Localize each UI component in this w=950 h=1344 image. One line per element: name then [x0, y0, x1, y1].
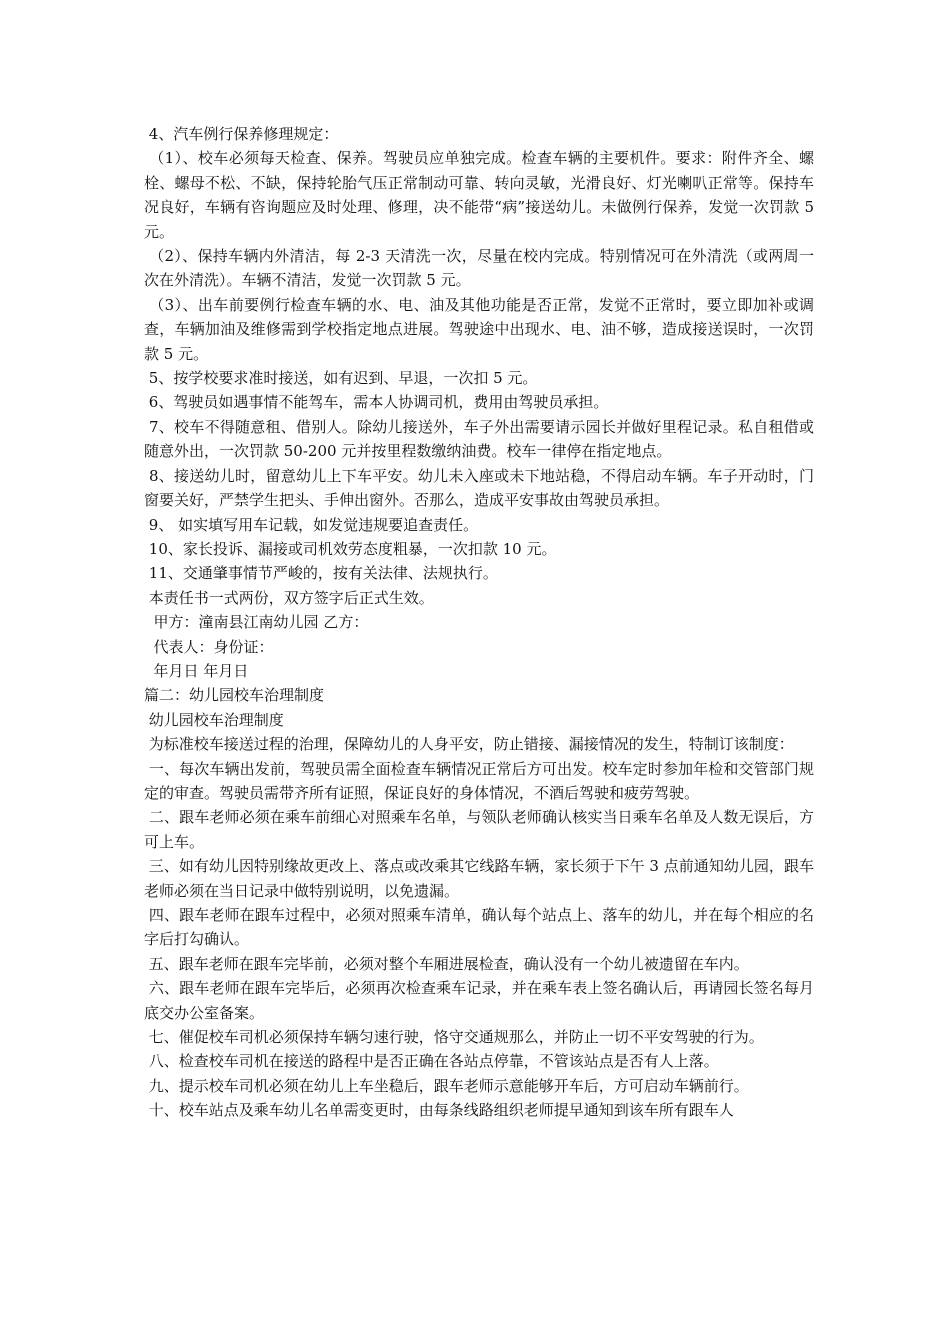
paragraph-cleaning: （2）、保持车辆内外清洁，每 2-3 天清洗一次，尽量在校内完成。特别情况可在外清洗（或两周一次在外清洗）。车辆不清洁，发觉一次罚款 5 元。 — [144, 247, 814, 290]
paragraph-rule-4: 四、跟车老师在跟车过程中，必须对照乘车清单，确认每个站点上、落车的幼儿，并在每个相应的名字后打勾确认。 — [144, 906, 814, 949]
paragraph-complaints: 10、家长投诉、漏接或司机效劳态度粗暴，一次扣款 10 元。 — [144, 539, 557, 558]
paragraph-vehicle-log: 9、 如实填写用车记载，如发觉违规要追查责任。 — [144, 515, 479, 534]
paragraph-rule-2: 二、跟车老师必须在乘车前细心对照乘车名单，与领队老师确认核实当日乘车名单及人数无误后，方可上车。 — [144, 808, 814, 851]
paragraph-rule-9: 九、提示校车司机必须在幼儿上车坐稳后，跟车老师示意能够开车后，方可启动车辆前行。 — [144, 1076, 749, 1095]
paragraph-pre-departure-check: （3）、出车前要例行检查车辆的水、电、油及其他功能是否正常，发觉不正常时，要立即加补或调查，车辆加油及维修需到学校指定地点进展。驾驶途中出现水、电、油不够，造成接送误时，一次罚款 5 元。 — [144, 295, 814, 363]
document-body — [144, 122, 819, 1123]
paragraph-punctuality: 5、按学校要求准时接送，如有迟到、早退，一次扣 5 元。 — [144, 369, 538, 388]
paragraph-no-lending: 7、校车不得随意租、借别人。除幼儿接送外，车子外出需要请示园长并做好里程记录。私自租借或随意外出，一次罚款 50-200 元并按里程数缴纳油费。校车一律停在指定地点。 — [144, 417, 814, 461]
paragraph-rule-7: 七、催促校车司机必须保持车辆匀速行驶，恪守交通规那么，并防止一切不平安驾驶的行为。 — [144, 1028, 764, 1047]
paragraph-purpose: 为标准校车接送过程的治理，保障幼儿的人身平安，防止错接、漏接情况的发生，特制订该制度： — [144, 735, 794, 754]
paragraph-rule-10: 十、校车站点及乘车幼儿名单需变更时，由每条线路组织老师提早通知到该车所有跟车人 — [144, 1101, 734, 1120]
section-title: 幼儿园校车治理制度 — [144, 710, 284, 729]
section-heading-part-two: 篇二：幼儿园校车治理制度 — [144, 686, 325, 705]
paragraph-traffic-accidents: 11、交通肇事情节严峻的，按有关法律、法规执行。 — [144, 564, 498, 583]
paragraph-substitute-driver: 6、驾驶员如遇事情不能驾车，需本人协调司机，费用由驾驶员承担。 — [144, 393, 609, 412]
paragraph-representatives: 代表人：身份证： — [144, 637, 274, 656]
paragraph-rule-8: 八、检查校车司机在接送的路程中是否正确在各站点停靠，不管该站点是否有人上落。 — [144, 1052, 719, 1071]
paragraph-contract-copies: 本责任书一式两份，双方签字后正式生效。 — [144, 588, 434, 607]
paragraph-daily-inspection: （1）、校车必须每天检查、保养。驾驶员应单独完成。检查车辆的主要机件。要求：附件齐全、螺栓、螺母不松、不缺，保持轮胎气压正常制动可靠、转向灵敏，光滑良好、灯光喇叭正常等。保持车况良好，车辆有咨询题应及时处理、修理，决不能带“病”接送幼儿。未做例行保养，发觉一次罚款 5 元。 — [144, 149, 819, 241]
paragraph-dates: 年月日 年月日 — [144, 661, 249, 680]
paragraph-child-safety: 8、接送幼儿时，留意幼儿上下车平安。幼儿未入座或未下地站稳，不得启动车辆。车子开动时，门窗要关好，严禁学生把头、手伸出窗外。否那么，造成平安事故由驾驶员承担。 — [144, 466, 814, 510]
paragraph-rule-3: 三、如有幼儿因特别缘故更改上、落点或改乘其它线路车辆，家长须于下午 3 点前通知幼儿园，跟车老师必须在当日记录中做特别说明，以免遗漏。 — [144, 857, 814, 900]
paragraph-rule-1: 一、每次车辆出发前，驾驶员需全面检查车辆情况正常后方可出发。校车定时参加年检和交管部门规定的审查。驾驶员需带齐所有证照，保证良好的身体情况，不酒后驾驶和疲劳驾驶。 — [144, 759, 814, 802]
paragraph-parties: 甲方：潼南县江南幼儿园 乙方： — [144, 613, 369, 632]
paragraph-rule-5: 五、跟车老师在跟车完毕前，必须对整个车厢进展检查，确认没有一个幼儿被遗留在车内。 — [144, 954, 749, 973]
paragraph-rule-6: 六、跟车老师在跟车完毕后，必须再次检查乘车记录，并在乘车表上签名确认后，再请园长签名每月底交办公室备案。 — [144, 979, 814, 1022]
paragraph-maintenance-heading: 4、汽车例行保养修理规定： — [144, 125, 339, 143]
